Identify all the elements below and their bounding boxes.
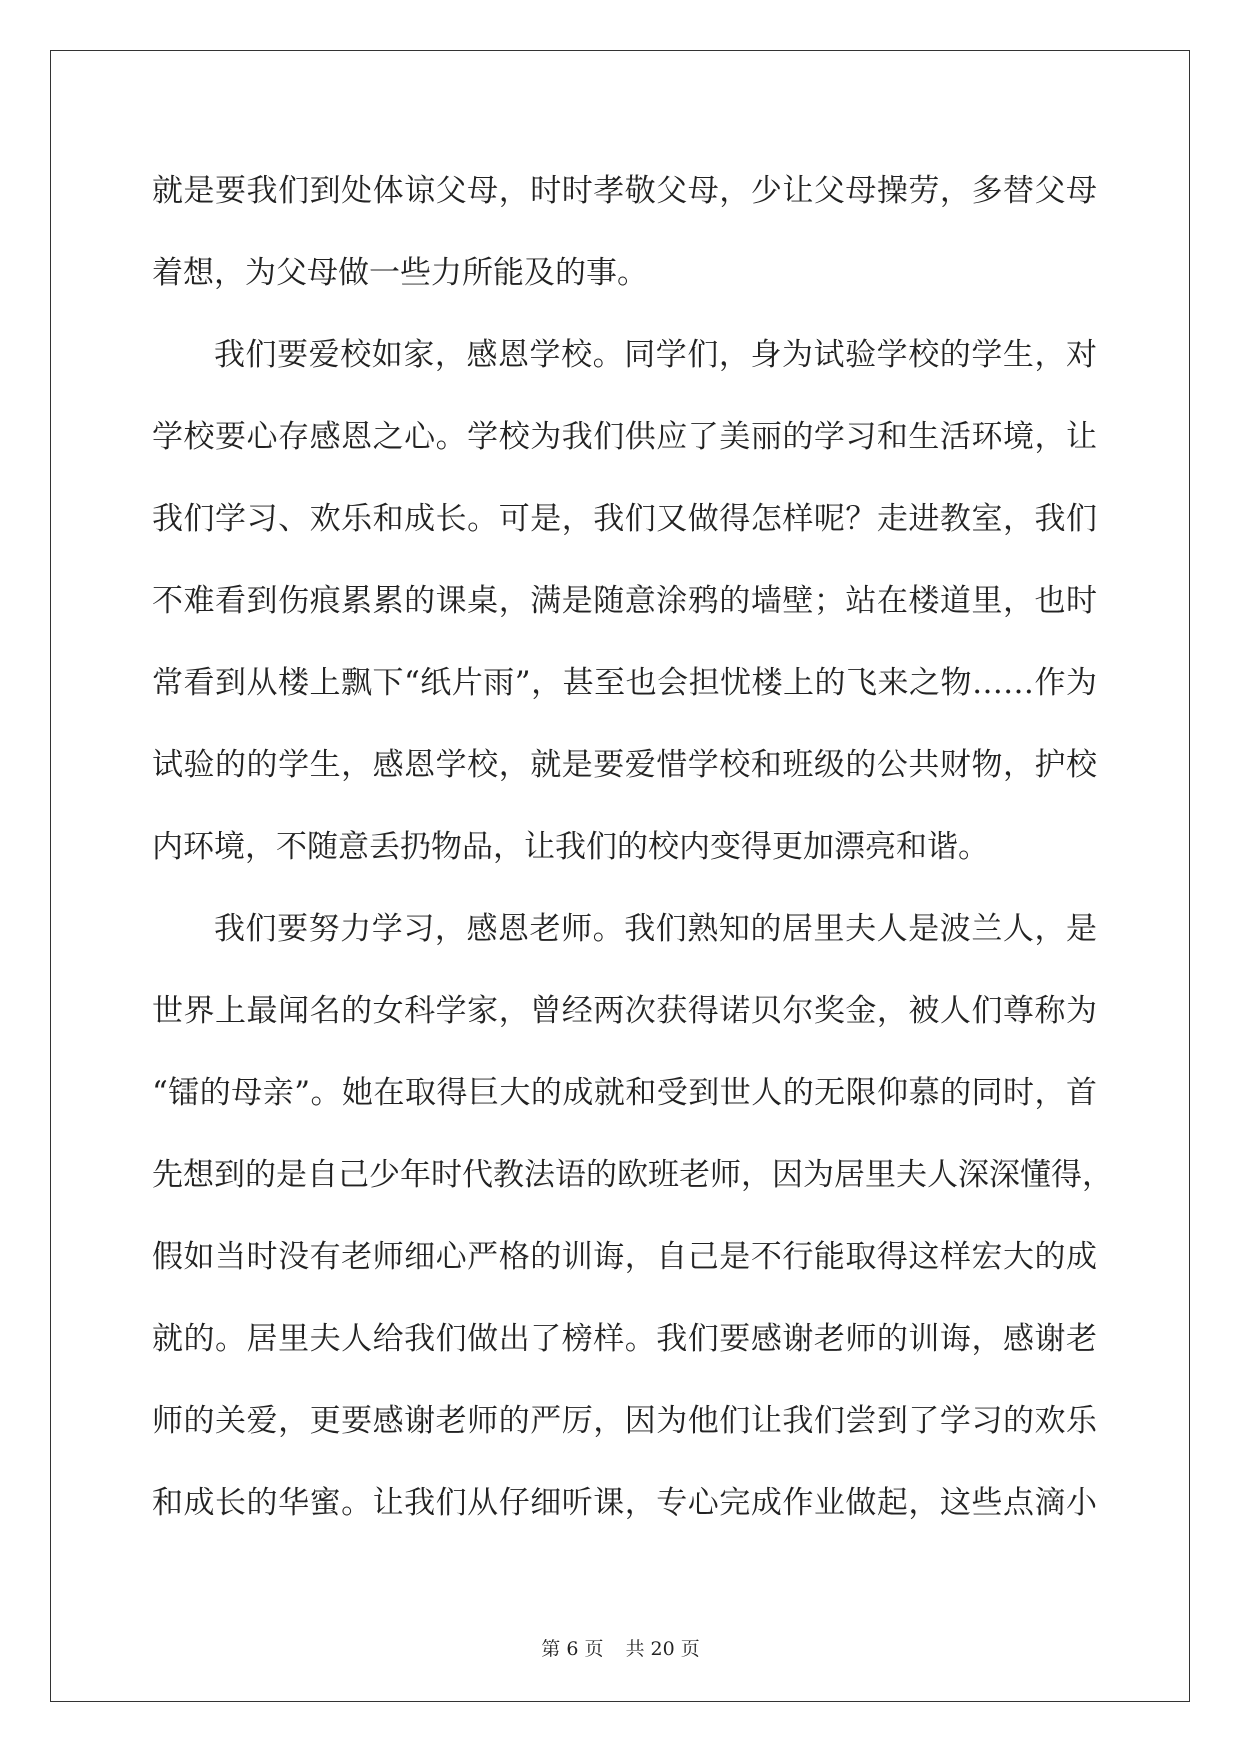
text-line: 就的。居里夫人给我们做出了榜样。我们要感谢老师的训诲，感谢老 — [152, 1321, 1097, 1357]
page-number: 第 6 页 — [541, 1638, 604, 1660]
document-body — [152, 150, 1113, 1544]
text-line: 师的关爱，更要感谢老师的严厉，因为他们让我们尝到了学习的欢乐 — [152, 1403, 1097, 1439]
text-line: 常看到从楼上飘下“纸片雨”，甚至也会担忧楼上的飞来之物……作为 — [152, 665, 1097, 701]
text-line: 不难看到伤痕累累的课桌，满是随意涂鸦的墙壁；站在楼道里，也时 — [152, 583, 1097, 619]
text-line: 着想，为父母做一些力所能及的事。 — [152, 255, 648, 291]
text-line: 我们要努力学习，感恩老师。我们熟知的居里夫人是波兰人，是 — [214, 911, 1097, 947]
text-line: 就是要我们到处体谅父母，时时孝敬父母，少让父母操劳，多替父母 — [152, 173, 1097, 209]
text-line: 世界上最闻名的女科学家，曾经两次获得诺贝尔奖金，被人们尊称为 — [152, 993, 1097, 1029]
text-line: 假如当时没有老师细心严格的训诲，自己是不行能取得这样宏大的成 — [152, 1239, 1097, 1275]
text-line: 和成长的华蜜。让我们从仔细听课，专心完成作业做起，这些点滴小 — [152, 1485, 1097, 1521]
text-line: 先想到的是自己少年时代教法语的欧班老师，因为居里夫人深深懂得， — [152, 1157, 1113, 1193]
text-line: 我们学习、欢乐和成长。可是，我们又做得怎样呢？走进教室，我们 — [152, 501, 1097, 537]
page-footer — [0, 1634, 1241, 1661]
text-line: “镭的母亲”。她在取得巨大的成就和受到世人的无限仰慕的同时，首 — [152, 1075, 1097, 1111]
text-line: 内环境，不随意丢扔物品，让我们的校内变得更加漂亮和谐。 — [152, 829, 989, 865]
page-total: 共 20 页 — [625, 1638, 700, 1660]
text-line: 学校要心存感恩之心。学校为我们供应了美丽的学习和生活环境，让 — [152, 419, 1097, 455]
text-line: 我们要爱校如家，感恩学校。同学们，身为试验学校的学生，对 — [214, 337, 1097, 373]
text-line: 试验的的学生，感恩学校，就是要爱惜学校和班级的公共财物，护校 — [152, 747, 1097, 783]
